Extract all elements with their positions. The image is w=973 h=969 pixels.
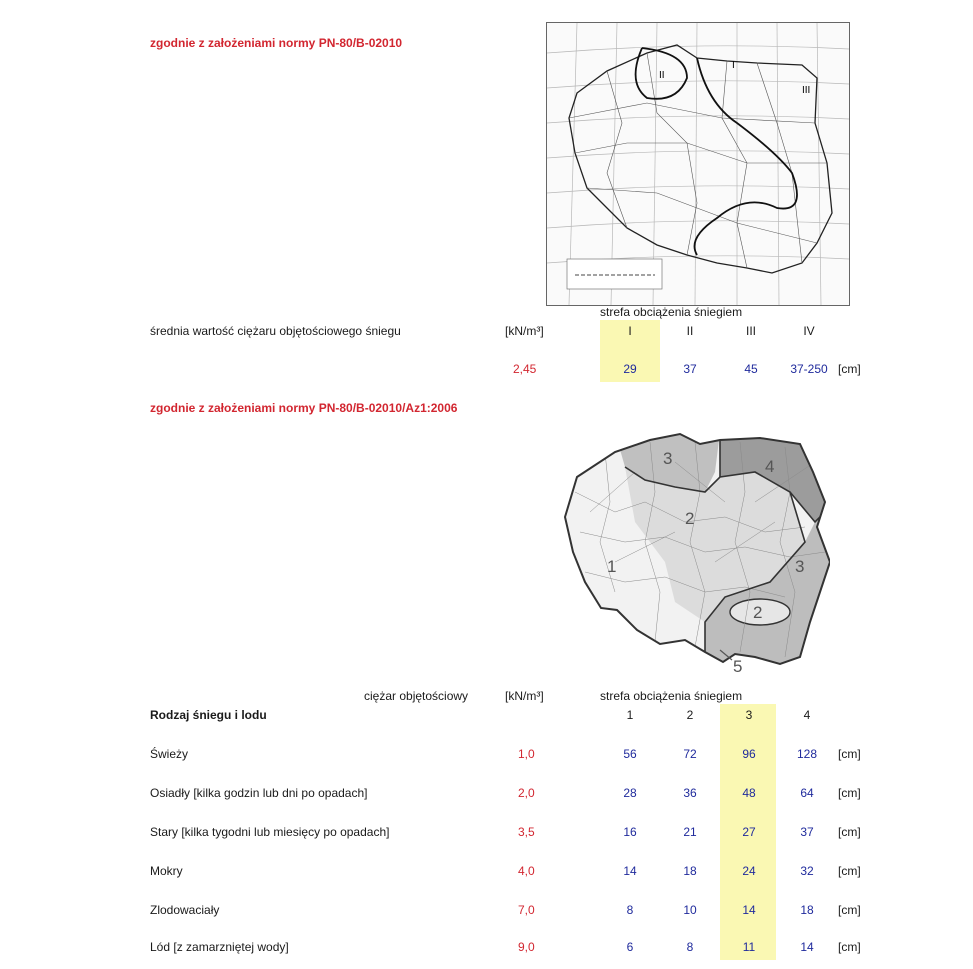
zone-label: II [686,324,694,338]
snow-zone-map-old [546,22,850,306]
map-new-zone-label: 2 [685,509,695,528]
depth-value: 8 [626,903,634,917]
density-header: ciężar objętościowy [364,689,469,703]
zone-label: IV [803,324,815,338]
unit-label: [kN/m³] [505,324,544,338]
depth-value: 16 [623,825,637,839]
depth-value: 56 [623,747,637,761]
depth-value: 72 [683,747,697,761]
map-new-zone-label: 3 [663,449,673,468]
depth-value: 28 [623,786,637,800]
depth-value: 21 [683,825,697,839]
depth-value: 14 [800,940,814,954]
depth-value: 29 [623,362,637,376]
snow-type: Mokry [150,864,183,878]
depth-value: 37-250 [790,362,828,376]
depth-value: 45 [744,362,758,376]
depth-value: 14 [623,864,637,878]
section1-heading: zgodnie z założeniami normy PN-80/B-02010 [150,36,403,50]
map-new-zone-label: 3 [795,557,805,576]
depth-value: 96 [742,747,756,761]
depth-value: 37 [683,362,697,376]
depth-value: 18 [683,864,697,878]
map-new-zone-label: 2 [753,603,763,622]
density-value: 7,0 [518,903,535,917]
depth-value: 128 [796,747,818,761]
depth-value: 48 [742,786,756,800]
type-header: Rodzaj śniegu i lodu [150,708,267,722]
map-new-zone-label: 4 [765,457,775,476]
depth-value: 36 [683,786,697,800]
depth-value: 37 [800,825,814,839]
depth-unit: [cm] [838,825,861,839]
zone-header: strefa obciążenia śniegiem [600,305,743,319]
density-value: 4,0 [518,864,535,878]
depth-unit: [cm] [838,362,861,376]
density-value: 2,0 [518,786,535,800]
depth-value: 27 [742,825,756,839]
zone-label: III [745,324,756,338]
zone-header: strefa obciążenia śniegiem [600,689,743,703]
snow-zone-map-old-svg [547,23,849,305]
zone-label: 3 [745,708,753,722]
density-value: 3,5 [518,825,535,839]
map-new-zone-label: 1 [607,557,617,576]
depth-value: 18 [800,903,814,917]
depth-value: 24 [742,864,756,878]
depth-value: 10 [683,903,697,917]
snow-zone-map-new [555,432,830,677]
depth-value: 14 [742,903,756,917]
map-old-zone-label: I [732,60,735,71]
section2-heading: zgodnie z założeniami normy PN-80/B-02010/Az1:2006 [150,401,458,415]
depth-value: 32 [800,864,814,878]
map-new-zone-label: 5 [733,657,743,676]
depth-value: 6 [626,940,634,954]
zone-label: 4 [803,708,811,722]
depth-unit: [cm] [838,786,861,800]
snow-type: Stary [kilka tygodni lub miesięcy po opadach] [150,825,390,839]
density-value: 9,0 [518,940,535,954]
depth-unit: [cm] [838,747,861,761]
depth-unit: [cm] [838,864,861,878]
snow-type: Osiadły [kilka godzin lub dni po opadach] [150,786,368,800]
density-value: 1,0 [518,747,535,761]
zone-label: 2 [686,708,694,722]
depth-value: 64 [800,786,814,800]
depth-value: 8 [686,940,694,954]
depth-unit: [cm] [838,903,861,917]
depth-value: 11 [742,940,756,954]
row-label: średnia wartość ciężaru objętościowego śniegu [150,324,401,338]
density-value: 2,45 [513,362,537,376]
map-old-zone-label: III [802,85,811,96]
depth-unit: [cm] [838,940,861,954]
zone-label: I [628,324,632,338]
zone-label: 1 [626,708,634,722]
snow-type: Świeży [150,747,189,761]
snow-zone-map-new-svg [555,432,830,677]
snow-type: Lód [z zamarzniętej wody] [150,940,289,954]
snow-type: Zlodowaciały [150,903,220,917]
map-old-zone-label: II [659,70,665,81]
unit-label: [kN/m³] [505,689,544,703]
